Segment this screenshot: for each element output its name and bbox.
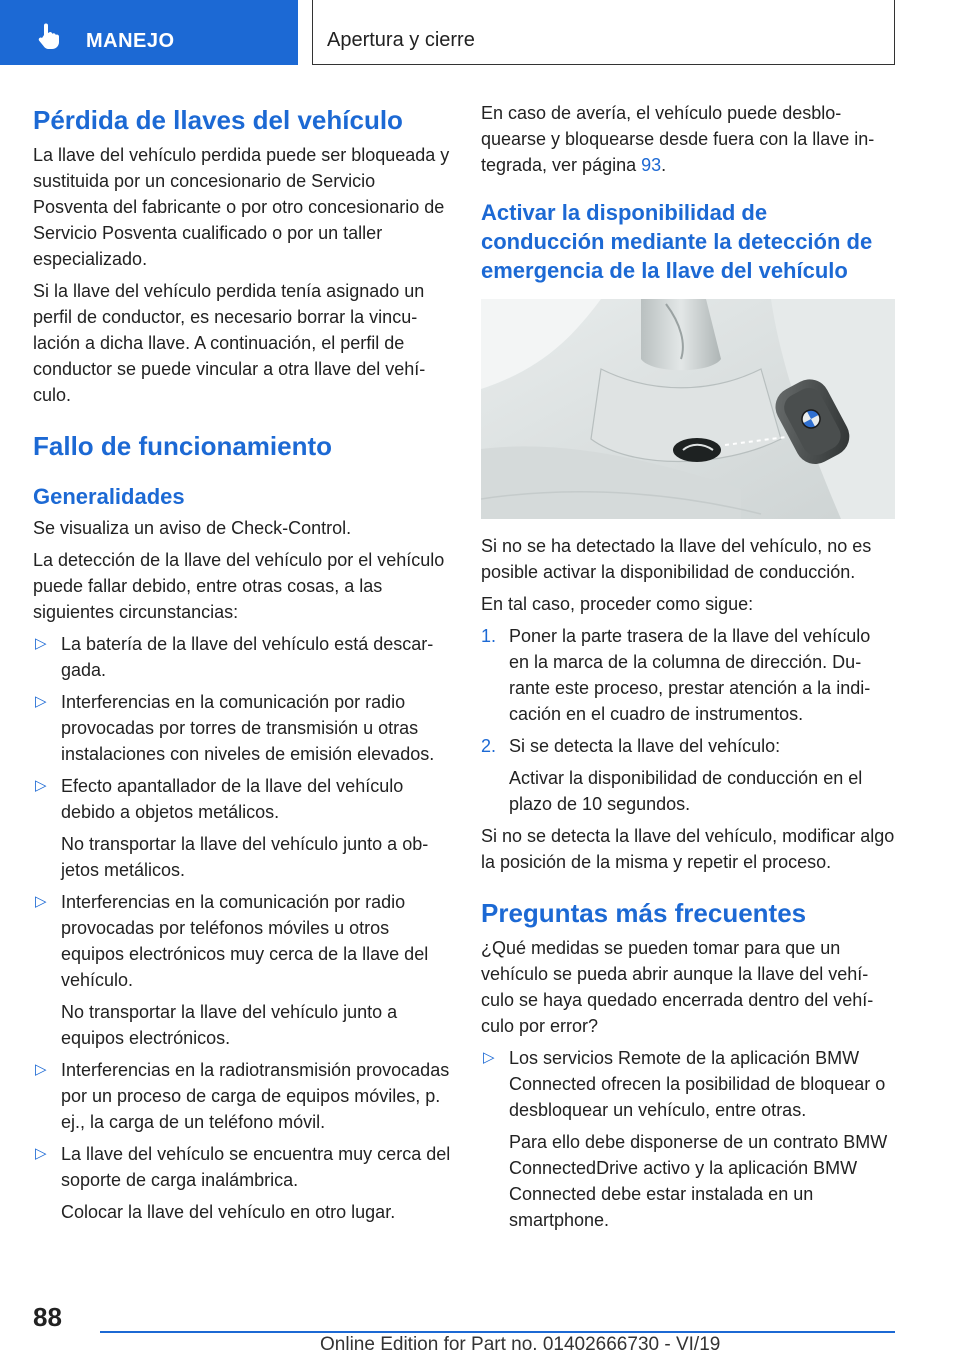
list-item-text: Interferencias en la radiotransmisión provocadas por un proceso de carga de equipos móviles, p. ej., la carga de un teléfono móvil. [61, 1060, 450, 1132]
left-column [33, 100, 451, 1231]
paragraph: Se visualiza un aviso de Check-Control. [33, 518, 352, 538]
heading-lost-keys: Pérdida de llaves del vehículo [33, 105, 403, 135]
bullet-arrow-icon: ▷ [483, 1049, 495, 1066]
list-item [33, 631, 451, 683]
page-link[interactable]: 93 [641, 155, 662, 175]
section-tab[interactable] [0, 0, 298, 65]
page-number: 88 [33, 1302, 62, 1332]
paragraph: ¿Qué medidas se pueden tomar para que un vehículo se pueda abrir aunque la llave del vehículo se haya quedado encerrada dentro del vehículo por error? [481, 938, 874, 1036]
paragraph-text: En caso de avería, el vehículo puede desbloquearse y bloquearse desde fuera con la llave integrada, ver página [481, 103, 875, 175]
list-item-note: No transportar la llave del vehículo junto a equipos electrónicos. [61, 1002, 398, 1048]
heading-general: Generalidades [33, 484, 185, 509]
hand-pointer-icon [36, 22, 62, 50]
key-detection-illustration [481, 299, 895, 519]
list-item-text: Los servicios Remote de la aplicación BMW Connected ofrecen la posibilidad de bloquear o desbloquear un vehículo, entre otras. [509, 1048, 886, 1120]
list-item [481, 733, 895, 759]
bullet-arrow-icon: ▷ [35, 693, 47, 710]
bullet-arrow-icon: ▷ [35, 1061, 47, 1078]
list-item-note: Colocar la llave del vehículo en otro lugar. [61, 1202, 396, 1222]
list-item [33, 689, 451, 767]
list-item-text: La batería de la llave del vehículo está descargada. [61, 634, 434, 680]
step-number: 2. [481, 736, 497, 756]
list-item [481, 1045, 895, 1123]
list-item [33, 1141, 451, 1193]
bullet-arrow-icon: ▷ [35, 1145, 47, 1162]
paragraph: Si no se detecta la llave del vehículo, modificar algo la posición de la misma y repetir el proceso. [481, 826, 895, 872]
bullet-arrow-icon: ▷ [35, 635, 47, 652]
bullet-arrow-icon: ▷ [35, 777, 47, 794]
paragraph: En tal caso, proceder como sigue: [481, 594, 754, 614]
list-item-text: Poner la parte trasera de la llave del vehículo en la marca de la columna de dirección. Durante este proceso, prestar atención a la indicación en el cuadro de instrumentos. [509, 626, 871, 724]
bullet-arrow-icon: ▷ [35, 893, 47, 910]
list-item-note: Para ello debe disponerse de un contrato BMW ConnectedDrive activo y la aplicación BMW Connected debe estar instalada en un smartphone. [509, 1132, 888, 1230]
paragraph: Si la llave del vehículo perdida tenía asignado un perfil de conductor, es necesario borrar la vinculación a dicha llave. A continuación, el perfil de conductor se puede vincular a otra llave del vehículo. [33, 281, 426, 405]
list-item-text: La llave del vehículo se encuentra muy cerca del soporte de carga inalámbrica. [61, 1144, 451, 1190]
paragraph: Si no se ha detectado la llave del vehículo, no es posible activar la disponibilidad de conducción. [481, 536, 872, 582]
list-item-text: Efecto apantallador de la llave del vehículo debido a objetos metálicos. [61, 776, 404, 822]
heading-faq: Preguntas más frecuentes [481, 898, 807, 928]
footer-divider [100, 1331, 895, 1333]
list-item [33, 889, 451, 993]
step-number: 1. [481, 626, 497, 646]
paragraph: La llave del vehículo perdida puede ser bloqueada y sustituida por un concesionario de Servicio Posventa del fabricante o por otro concesionario de Servicio Posventa cualificado o por un taller especializado. [33, 145, 450, 269]
list-item-text: Interferencias en la comunicación por radio provocadas por teléfonos móviles u otros equipos electrónicos muy cerca de la llave del vehículo. [61, 892, 429, 990]
list-item [481, 623, 895, 727]
chapter-title: Apertura y cierre [327, 29, 475, 51]
right-column [481, 100, 895, 1239]
paragraph: La detección de la llave del vehículo por el vehículo puede fallar debido, entre otras cosas, a las siguientes circunstancias: [33, 550, 445, 622]
edition-footer: Online Edition for Part no. 01402666730 - VI/19 [320, 1334, 721, 1355]
paragraph [481, 100, 895, 178]
section-title: MANEJO [86, 30, 175, 52]
heading-malfunction: Fallo de funcionamiento [33, 431, 333, 461]
list-item [33, 1057, 451, 1135]
paragraph-text: . [661, 155, 667, 175]
chapter-header [312, 0, 895, 65]
heading-emergency-detection: Activar la disponibilidad de conducción mediante la detección de emergencia de la llave del vehículo [481, 200, 873, 283]
list-item [33, 773, 451, 825]
list-item-note: No transportar la llave del vehículo junto a objetos metálicos. [61, 834, 429, 880]
list-item-note: Activar la disponibilidad de conducción en el plazo de 10 segundos. [509, 768, 863, 814]
list-item-text: Si se detecta la llave del vehículo: [509, 736, 781, 756]
list-item-text: Interferencias en la comunicación por radio provocadas por torres de transmisión u otras instalaciones con niveles de emisión elevados. [61, 692, 435, 764]
